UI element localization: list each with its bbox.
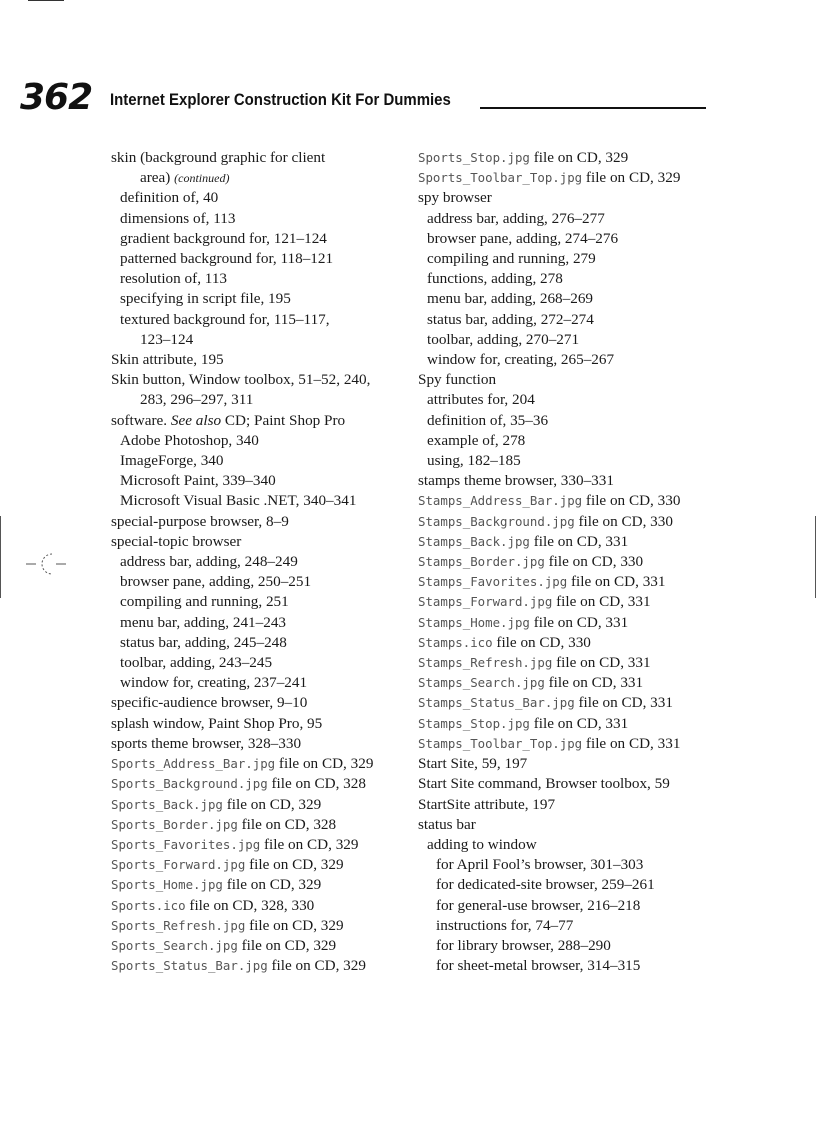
entry-text: Skin attribute, 195	[111, 351, 224, 369]
filename: Sports_Search.jpg	[111, 937, 238, 953]
entry-text: special-topic browser	[111, 532, 242, 550]
entry-text: toolbar, adding, 243–245	[120, 654, 273, 672]
entry-text: window for, creating, 237–241	[120, 674, 308, 692]
index-entry	[418, 491, 718, 511]
filename: Sports_Back.jpg	[111, 796, 223, 812]
entry-text: file on CD, 329	[237, 936, 337, 954]
entry-text: file on CD, 331	[567, 573, 666, 591]
entry-text: file on CD, 330	[492, 633, 591, 651]
filename: Stamps_Address_Bar.jpg	[418, 493, 583, 509]
filename: Sports_Background.jpg	[111, 776, 268, 792]
entry-text: address bar, adding, 248–249	[120, 553, 298, 571]
entry-text: stamps theme browser, 330–331	[418, 472, 614, 490]
entry-text: menu bar, adding, 241–243	[120, 613, 287, 631]
filename: Stamps_Home.jpg	[418, 614, 530, 630]
entry-text: compiling and running, 279	[427, 250, 596, 268]
index-entry	[418, 734, 718, 754]
index-entry	[111, 774, 411, 794]
index-entry	[111, 411, 411, 431]
entry-text: instructions for, 74–77	[436, 916, 574, 934]
entry-text: area)	[140, 169, 175, 187]
index-entry	[111, 714, 411, 734]
entry-text: ImageForge, 340	[120, 452, 224, 470]
index-entry	[111, 330, 411, 350]
index-entry	[418, 289, 718, 309]
entry-text: definition of, 40	[120, 189, 219, 207]
index-entry	[418, 188, 718, 208]
entry-text: window for, creating, 265–267	[427, 351, 615, 369]
entry-text: file on CD, 329	[245, 856, 344, 874]
entry-text: resolution of, 113	[120, 270, 228, 288]
filename: Stamps_Toolbar_Top.jpg	[418, 735, 583, 751]
entry-text: specifying in script file, 195	[120, 290, 291, 308]
index-entry	[111, 754, 411, 774]
index-entry	[418, 653, 718, 673]
index-entry	[418, 168, 718, 188]
filename: Stamps_Favorites.jpg	[418, 574, 568, 590]
entry-text: Start Site command, Browser toolbox, 59	[418, 775, 670, 793]
index-entry	[111, 269, 411, 289]
entry-text: file on CD, 330	[544, 553, 644, 571]
entry-text: dimensions of, 113	[120, 209, 236, 227]
index-entry	[111, 815, 411, 835]
index-entry	[111, 350, 411, 370]
entry-text: adding to window	[427, 835, 537, 853]
index-entry	[111, 653, 411, 673]
entry-text: spy browser	[418, 189, 492, 207]
index-entry	[418, 411, 718, 431]
index-entry	[418, 916, 718, 936]
filename: Stamps_Refresh.jpg	[418, 655, 553, 671]
entry-text: toolbar, adding, 270–271	[427, 330, 580, 348]
entry-text: file on CD, 329	[529, 149, 629, 166]
index-entry	[111, 471, 411, 491]
index-entry	[418, 350, 718, 370]
filename: Sports.ico	[111, 897, 186, 913]
index-entry	[418, 795, 718, 815]
index-entry	[418, 693, 718, 713]
index-entry	[111, 532, 411, 552]
index-entry	[418, 390, 718, 410]
index-column-left	[111, 148, 411, 976]
index-entry	[111, 451, 411, 471]
entry-text: Microsoft Paint, 339–340	[120, 472, 276, 490]
filename: Stamps_Search.jpg	[418, 675, 545, 691]
entry-text: Skin button, Window toolbox, 51–52, 240,	[111, 371, 371, 389]
entry-text: textured background for, 115–117,	[120, 310, 330, 328]
entry-text: skin (background graphic for client	[111, 149, 326, 166]
entry-text: for library browser, 288–290	[436, 936, 611, 954]
index-entry	[418, 512, 718, 532]
index-entry	[418, 229, 718, 249]
entry-text: file on CD, 329	[267, 957, 366, 975]
entry-text: status bar, adding, 245–248	[120, 633, 287, 651]
index-entry	[418, 431, 718, 451]
filename: Sports_Status_Bar.jpg	[111, 958, 268, 974]
index-entry	[111, 390, 411, 410]
index-entry	[418, 471, 718, 491]
index-entry	[418, 774, 718, 794]
index-entry	[111, 188, 411, 208]
index-entry	[111, 431, 411, 451]
entry-text: specific-audience browser, 9–10	[111, 694, 308, 712]
index-entry	[111, 370, 411, 390]
entry-text: Adobe Photoshop, 340	[120, 431, 259, 449]
entry-text: for April Fool’s browser, 301–303	[436, 856, 644, 874]
index-entry	[418, 673, 718, 693]
entry-text: file on CD, 331	[529, 613, 629, 631]
entry-text: file on CD, 331	[529, 714, 629, 732]
index-entry	[418, 896, 718, 916]
index-entry	[418, 269, 718, 289]
entry-text: file on CD, 330	[582, 492, 681, 510]
header-rule	[480, 107, 706, 109]
index-entry	[111, 795, 411, 815]
filename: Stamps_Stop.jpg	[418, 715, 530, 731]
index-entry	[111, 956, 411, 976]
entry-text: file on CD, 330	[574, 512, 673, 530]
index-entry	[418, 552, 718, 572]
index-entry	[418, 148, 718, 168]
entry-text: special-purpose browser, 8–9	[111, 512, 289, 530]
index-entry	[111, 855, 411, 875]
entry-text: for dedicated-site browser, 259–261	[436, 876, 655, 894]
continued-note: (continued)	[174, 171, 230, 186]
entry-text: Microsoft Visual Basic .NET, 340–341	[120, 492, 357, 510]
entry-text: address bar, adding, 276–277	[427, 209, 605, 227]
filename: Sports_Refresh.jpg	[111, 917, 246, 933]
entry-text: file on CD, 328	[237, 815, 337, 833]
index-entry	[418, 209, 718, 229]
entry-text: file on CD, 329	[245, 916, 344, 934]
entry-text: StartSite attribute, 197	[418, 795, 556, 813]
index-entry	[111, 835, 411, 855]
entry-text: file on CD, 331	[552, 593, 651, 611]
entry-text: patterned background for, 118–121	[120, 250, 334, 268]
entry-text: file on CD, 329	[222, 795, 322, 813]
index-entry	[418, 613, 718, 633]
entry-text: functions, adding, 278	[427, 270, 563, 288]
index-entry	[111, 613, 411, 633]
index-entry	[418, 714, 718, 734]
index-entry	[111, 592, 411, 612]
crop-mark-top	[28, 0, 64, 1]
entry-text: file on CD, 329	[260, 835, 359, 853]
entry-text: splash window, Paint Shop Pro, 95	[111, 714, 323, 732]
entry-text: Start Site, 59, 197	[418, 755, 528, 773]
filename: Sports_Forward.jpg	[111, 857, 246, 873]
edge-mark-left	[0, 516, 1, 598]
entry-text: for general-use browser, 216–218	[436, 896, 641, 914]
index-entry	[111, 734, 411, 754]
index-entry	[418, 956, 718, 976]
index-entry	[111, 572, 411, 592]
index-entry	[111, 148, 411, 168]
registration-mark-icon	[22, 548, 72, 578]
filename: Sports_Border.jpg	[111, 816, 238, 832]
index-entry	[111, 875, 411, 895]
index-entry	[418, 855, 718, 875]
entry-text: compiling and running, 251	[120, 593, 289, 611]
entry-text: status bar, adding, 272–274	[427, 310, 594, 328]
index-entry	[418, 875, 718, 895]
entry-text: file on CD, 331	[574, 694, 673, 712]
index-entry	[418, 835, 718, 855]
index-column-right	[418, 148, 718, 976]
entry-text: browser pane, adding, 250–251	[120, 573, 312, 591]
entry-text: example of, 278	[427, 431, 526, 449]
index-entry	[418, 754, 718, 774]
filename: Sports_Favorites.jpg	[111, 836, 261, 852]
entry-text: 283, 296–297, 311	[140, 391, 254, 409]
filename: Stamps_Forward.jpg	[418, 594, 553, 610]
filename: Stamps_Status_Bar.jpg	[418, 695, 575, 711]
entry-text: file on CD, 329	[582, 169, 681, 187]
index-entry	[111, 693, 411, 713]
entry-text: file on CD, 331	[552, 654, 651, 672]
entry-text: file on CD, 331	[544, 674, 644, 692]
entry-text: file on CD, 329	[222, 876, 322, 894]
entry-text: using, 182–185	[427, 452, 521, 470]
entry-text: attributes for, 204	[427, 391, 535, 409]
entry-text: 123–124	[140, 330, 194, 348]
index-entry	[111, 512, 411, 532]
running-head: Internet Explorer Construction Kit For Dummies	[110, 90, 451, 109]
filename: Sports_Stop.jpg	[418, 150, 530, 165]
index-entry	[418, 936, 718, 956]
entry-text: file on CD, 328	[267, 775, 366, 793]
index-entry	[111, 916, 411, 936]
entry-text: file on CD, 328, 330	[185, 896, 315, 914]
index-entry	[111, 310, 411, 330]
index-entry	[111, 633, 411, 653]
entry-text: gradient background for, 121–124	[120, 229, 327, 247]
entry-text: CD; Paint Shop Pro	[221, 411, 346, 429]
entry-text: file on CD, 331	[529, 532, 629, 550]
index-entry	[418, 451, 718, 471]
see-also: See also	[170, 411, 222, 429]
entry-text: file on CD, 331	[582, 734, 681, 752]
entry-text: definition of, 35–36	[427, 411, 549, 429]
filename: Stamps_Border.jpg	[418, 554, 545, 570]
entry-text: for sheet-metal browser, 314–315	[436, 957, 641, 975]
entry-text: status bar	[418, 815, 476, 833]
index-entry	[111, 249, 411, 269]
filename: Sports_Address_Bar.jpg	[111, 756, 276, 772]
index-entry	[111, 289, 411, 309]
filename: Sports_Home.jpg	[111, 877, 223, 893]
index-entry	[418, 370, 718, 390]
filename: Stamps_Background.jpg	[418, 513, 575, 529]
entry-text: file on CD, 329	[275, 755, 374, 773]
index-entry	[418, 532, 718, 552]
index-entry	[418, 249, 718, 269]
index-entry	[418, 572, 718, 592]
index-entry	[111, 229, 411, 249]
index-entry	[111, 209, 411, 229]
entry-text: sports theme browser, 328–330	[111, 734, 302, 752]
entry-text: browser pane, adding, 274–276	[427, 229, 619, 247]
index-entry	[418, 633, 718, 653]
index-entry	[111, 491, 411, 511]
index-entry	[111, 936, 411, 956]
filename: Stamps.ico	[418, 634, 493, 650]
index-entry	[418, 815, 718, 835]
filename: Sports_Toolbar_Top.jpg	[418, 170, 583, 186]
index-entry	[111, 673, 411, 693]
index-entry	[111, 552, 411, 572]
filename: Stamps_Back.jpg	[418, 533, 530, 549]
index-entry	[418, 592, 718, 612]
entry-text: menu bar, adding, 268–269	[427, 290, 594, 308]
index-entry	[111, 896, 411, 916]
page-header	[20, 78, 708, 118]
index-entry	[418, 310, 718, 330]
index-entry	[418, 330, 718, 350]
entry-text: software.	[111, 411, 171, 429]
index-entry	[111, 168, 411, 188]
entry-text: Spy function	[418, 371, 497, 389]
page-number: 362	[20, 77, 93, 118]
